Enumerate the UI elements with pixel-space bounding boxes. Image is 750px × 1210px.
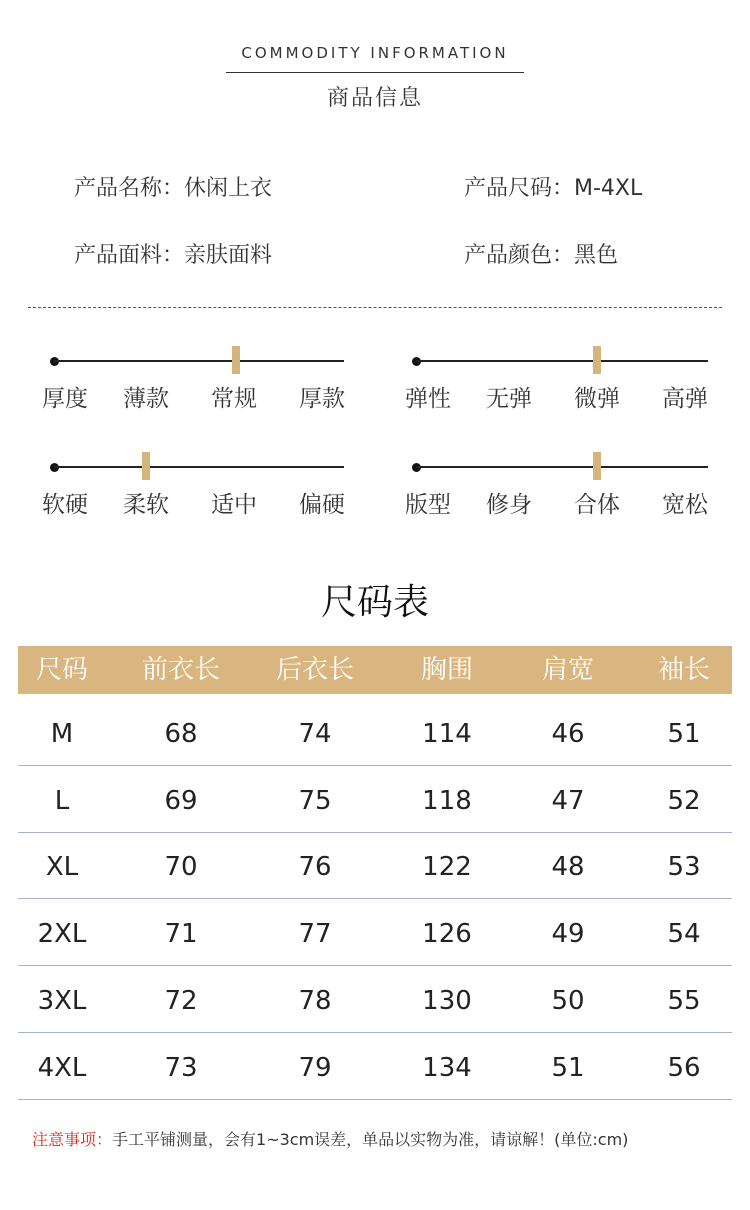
note-text: 手工平铺测量，会有1~3cm误差，单品以实物为准，请谅解！(单位:cm) bbox=[112, 1130, 629, 1149]
table-cell: 56 bbox=[667, 1053, 701, 1083]
table-cell: 46 bbox=[551, 719, 585, 749]
table-cell: 118 bbox=[422, 786, 472, 816]
scale-option: 合体 bbox=[574, 492, 620, 518]
note-label: 注意事项： bbox=[32, 1130, 113, 1149]
table-cell: 77 bbox=[298, 919, 332, 949]
scale-option: 厚款 bbox=[299, 386, 345, 412]
table-cell: 49 bbox=[551, 919, 585, 949]
table-cell: 76 bbox=[298, 852, 332, 882]
table-cell: 71 bbox=[164, 919, 198, 949]
table-cell: 122 bbox=[422, 852, 472, 882]
table-row bbox=[18, 832, 732, 899]
table-cell: 126 bbox=[422, 919, 472, 949]
table-cell: 75 bbox=[298, 786, 332, 816]
table-cell: 68 bbox=[164, 719, 198, 749]
table-cell: 4XL bbox=[37, 1053, 87, 1083]
table-cell: 72 bbox=[164, 986, 198, 1016]
scale-marker bbox=[142, 452, 150, 480]
scale-label: 弹性 bbox=[405, 386, 451, 412]
scale-marker bbox=[593, 452, 601, 480]
size-table-title: 尺码表 bbox=[320, 582, 429, 623]
table-cell: 51 bbox=[551, 1053, 585, 1083]
table-header-cell: 后衣长 bbox=[275, 655, 354, 685]
scale-label: 版型 bbox=[405, 492, 451, 518]
table-cell: 55 bbox=[667, 986, 701, 1016]
table-cell: 70 bbox=[164, 852, 198, 882]
product-color: 产品颜色：黑色 bbox=[464, 243, 619, 268]
table-cell: 52 bbox=[667, 786, 701, 816]
table-header-cell: 肩宽 bbox=[541, 655, 594, 685]
table-cell: 53 bbox=[667, 852, 701, 882]
scale-marker bbox=[232, 346, 240, 374]
scale-option: 适中 bbox=[211, 492, 257, 518]
scale-label: 软硬 bbox=[42, 492, 88, 518]
section-divider bbox=[28, 307, 722, 308]
table-cell: L bbox=[54, 786, 70, 816]
table-header-cell: 胸围 bbox=[420, 655, 473, 685]
table-cell: 51 bbox=[667, 719, 701, 749]
english-title: COMMODITY INFORMATION bbox=[241, 44, 509, 62]
scale-label: 厚度 bbox=[42, 386, 88, 412]
table-header-cell: 前衣长 bbox=[141, 655, 220, 685]
table-cell: 2XL bbox=[37, 919, 87, 949]
measurement-note bbox=[32, 1127, 628, 1150]
scale-option: 薄款 bbox=[123, 386, 169, 412]
scale-line bbox=[54, 466, 344, 468]
scale-option: 宽松 bbox=[662, 492, 708, 518]
table-cell: 73 bbox=[164, 1053, 198, 1083]
scale-option: 偏硬 bbox=[299, 492, 345, 518]
table-cell: XL bbox=[45, 852, 79, 882]
scale-line bbox=[416, 466, 708, 468]
table-cell: 47 bbox=[551, 786, 585, 816]
table-cell: 74 bbox=[298, 719, 332, 749]
scale-option: 常规 bbox=[211, 386, 257, 412]
table-row bbox=[18, 1033, 732, 1100]
scale-option: 无弹 bbox=[486, 386, 532, 412]
table-cell: 48 bbox=[551, 852, 585, 882]
table-row bbox=[18, 899, 732, 966]
title-underline bbox=[226, 72, 524, 73]
product-fabric: 产品面料：亲肤面料 bbox=[74, 243, 273, 268]
table-cell: 134 bbox=[422, 1053, 472, 1083]
scale-option: 修身 bbox=[486, 492, 532, 518]
table-cell: 114 bbox=[422, 719, 472, 749]
table-row bbox=[18, 766, 732, 833]
scale-option: 柔软 bbox=[123, 492, 169, 518]
table-header-cell: 袖长 bbox=[657, 655, 710, 685]
product-size: 产品尺码：M-4XL bbox=[464, 176, 643, 201]
table-cell: 54 bbox=[667, 919, 701, 949]
scale-marker bbox=[593, 346, 601, 374]
table-row bbox=[18, 699, 732, 766]
table-row bbox=[18, 966, 732, 1033]
table-cell: 50 bbox=[551, 986, 585, 1016]
table-cell: 78 bbox=[298, 986, 332, 1016]
product-name: 产品名称：休闲上衣 bbox=[74, 176, 273, 201]
table-header-cell: 尺码 bbox=[35, 655, 88, 685]
size-table-header bbox=[18, 646, 732, 694]
table-cell: 3XL bbox=[37, 986, 87, 1016]
table-cell: 79 bbox=[298, 1053, 332, 1083]
table-cell: M bbox=[50, 719, 74, 749]
table-cell: 130 bbox=[422, 986, 472, 1016]
chinese-title: 商品信息 bbox=[326, 86, 423, 111]
scale-line bbox=[416, 360, 708, 362]
scale-option: 高弹 bbox=[662, 386, 708, 412]
table-cell: 69 bbox=[164, 786, 198, 816]
scale-option: 微弹 bbox=[574, 386, 620, 412]
scale-line bbox=[54, 360, 344, 362]
